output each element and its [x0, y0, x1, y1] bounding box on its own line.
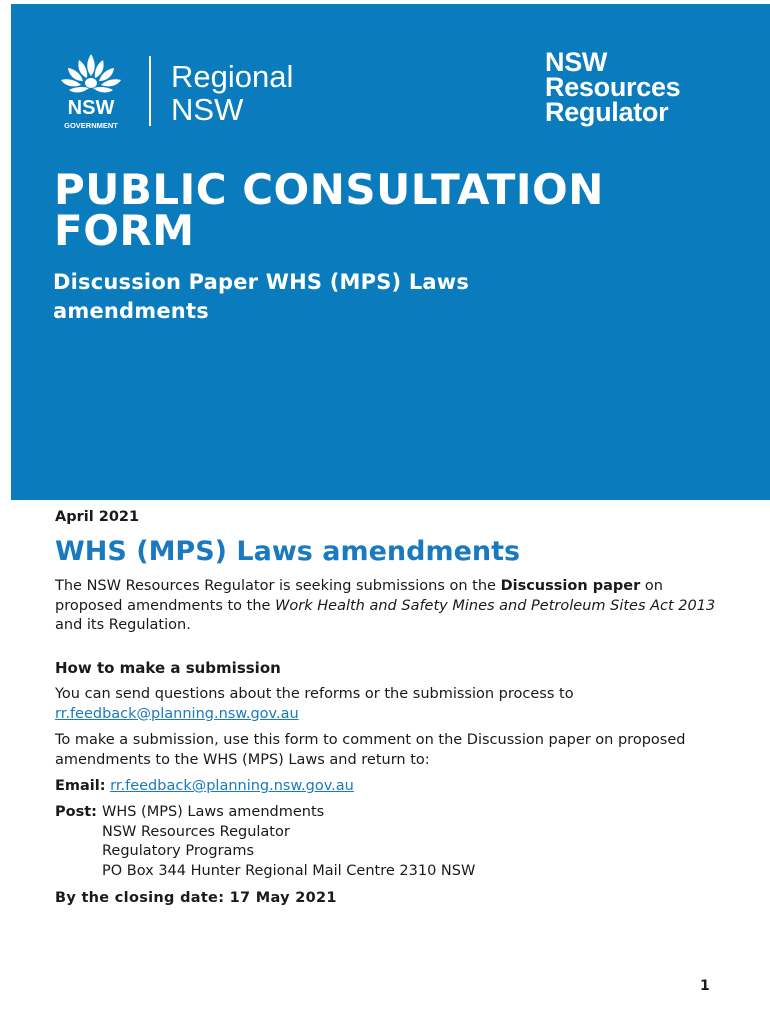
- page-number: 1: [700, 978, 710, 994]
- cover-banner: [11, 4, 770, 500]
- questions-email-link[interactable]: rr.feedback@planning.nsw.gov.au: [55, 705, 299, 722]
- intro-text-start: The NSW Resources Regulator is seeking submissions on the: [55, 578, 501, 594]
- subtitle-line-1: Discussion Paper WHS (MPS) Laws: [53, 270, 470, 294]
- title-line-2: FORM: [54, 206, 195, 255]
- logo-divider: [149, 56, 151, 126]
- address-line: Regulatory Programs: [102, 843, 255, 859]
- regulator-line-3: Regulator: [545, 97, 669, 127]
- section-heading: WHS (MPS) Laws amendments: [55, 536, 521, 567]
- regional-line-2: NSW: [171, 92, 244, 127]
- intro-bold-term: Discussion paper: [500, 578, 641, 594]
- submission-paragraph: To make a submission, use this form to comment on the Discussion paper on proposed amendments to the WHS (MPS) Laws and return to:: [55, 732, 686, 768]
- regulator-line-2: Resources: [545, 72, 681, 102]
- intro-text-mid: on proposed amendments to the: [55, 578, 663, 614]
- email-line: [55, 777, 725, 797]
- regulator-line-1: NSW: [545, 47, 608, 77]
- submission-heading: How to make a submission: [55, 659, 281, 677]
- regional-line-1: Regional: [171, 59, 294, 94]
- intro-text-end: and its Regulation.: [55, 617, 191, 633]
- postal-address: [55, 803, 725, 881]
- intro-act-title: Work Health and Safety Mines and Petroleum Sites Act 2013: [275, 597, 716, 614]
- document-subtitle: [53, 268, 613, 326]
- document-title: [54, 165, 754, 255]
- closing-date: By the closing date: 17 May 2021: [55, 890, 337, 906]
- resources-regulator-logo: [545, 47, 681, 127]
- post-label: Post:: [55, 804, 97, 820]
- address-line: PO Box 344 Hunter Regional Mail Centre 2310 NSW: [102, 862, 476, 879]
- nsw-wordmark: NSW: [67, 97, 115, 119]
- intro-paragraph: [55, 577, 725, 636]
- questions-paragraph: [55, 685, 725, 724]
- regional-nsw-logo: [171, 60, 293, 126]
- address-line: NSW Resources Regulator: [102, 823, 290, 840]
- questions-text: You can send questions about the reforms or the submission process to: [55, 686, 574, 702]
- email-label: Email:: [55, 778, 106, 794]
- waratah-logo-icon: [55, 52, 127, 132]
- government-wordmark: GOVERNMENT: [64, 121, 118, 130]
- title-line-1: PUBLIC CONSULTATION: [54, 165, 604, 214]
- subtitle-line-2: amendments: [53, 299, 209, 323]
- submission-email-link[interactable]: rr.feedback@planning.nsw.gov.au: [110, 778, 354, 794]
- address-line: WHS (MPS) Laws amendments: [102, 804, 325, 820]
- publication-date: April 2021: [55, 509, 140, 525]
